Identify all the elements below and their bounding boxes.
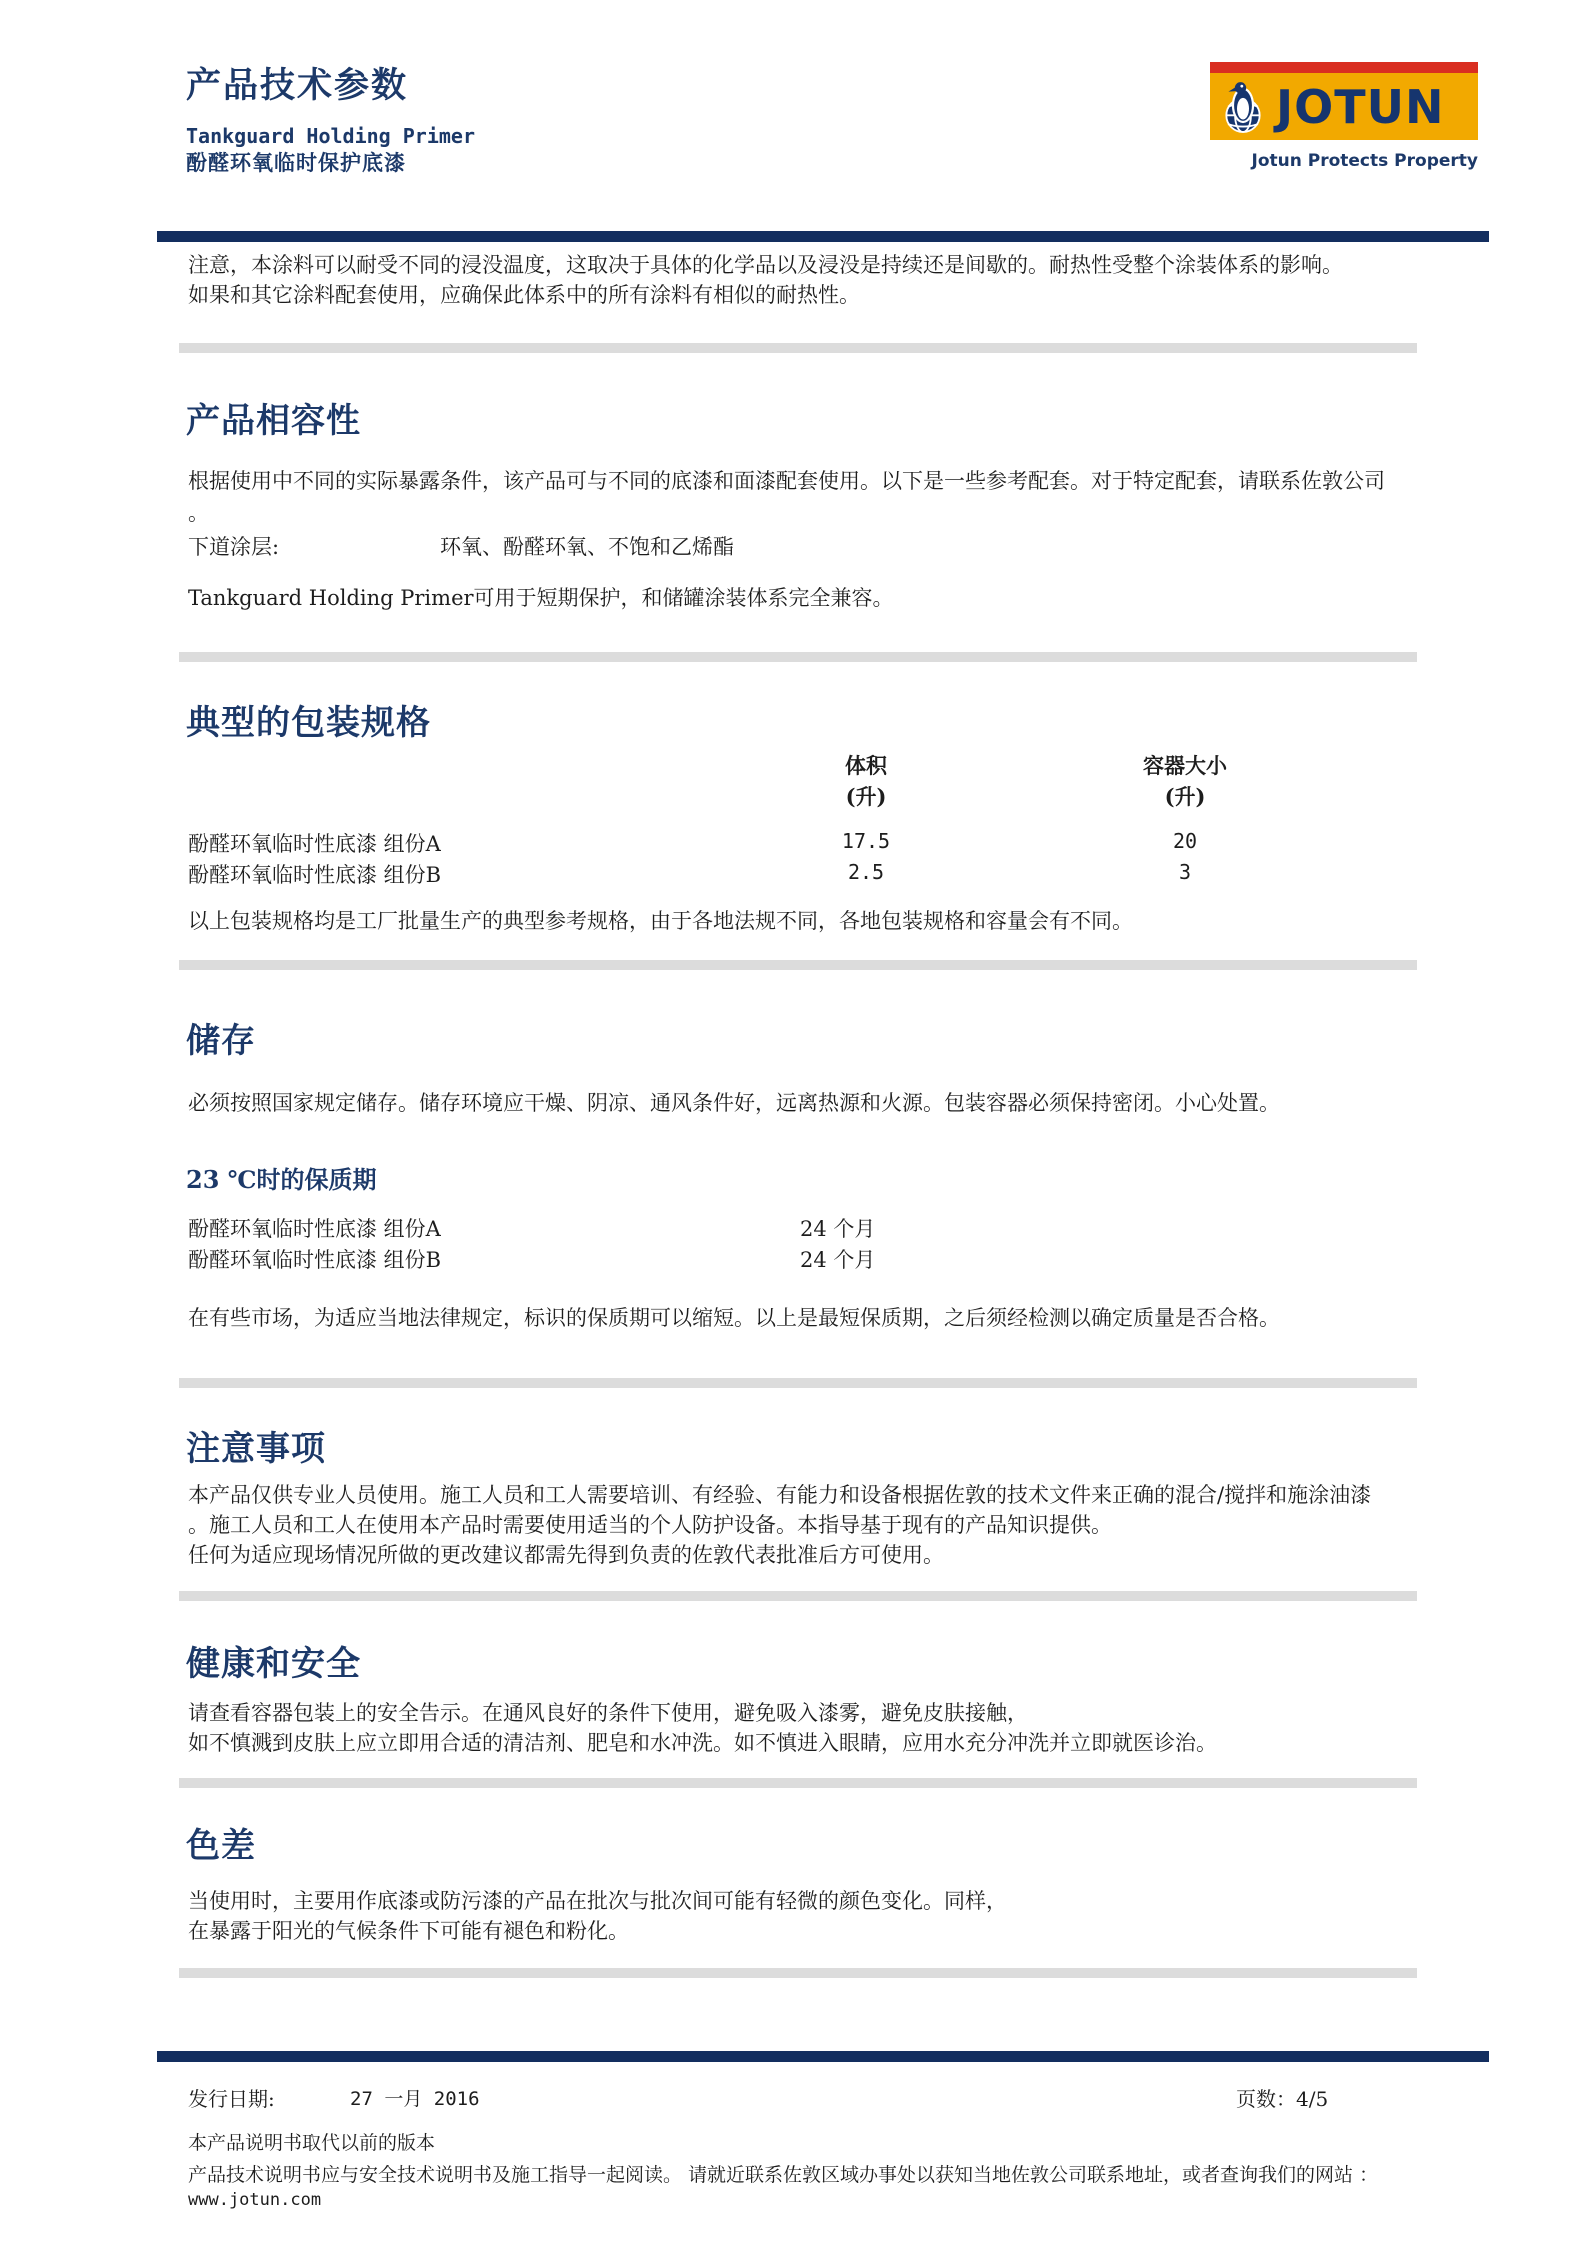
section-divider: [179, 1591, 1417, 1601]
next-coat-label: 下道涂层:: [188, 535, 280, 559]
next-coat-value: 环氧、酚醛环氧、不饱和乙烯酯: [440, 535, 734, 559]
section-divider: [179, 960, 1417, 970]
section-divider: [179, 1968, 1417, 1978]
precautions-line3: 任何为适应现场情况所做的更改建议都需先得到负责的佐敦代表批准后方可使用。: [188, 1543, 944, 1567]
table-row-size: 3: [1178, 860, 1192, 884]
page-number: 页数：4/5: [1236, 2087, 1329, 2111]
section-heading-color-difference: 色差: [186, 1826, 256, 1866]
storage-paragraph: 必须按照国家规定储存。储存环境应干燥、阴凉、通风条件好，远离热源和火源。包装容器必须保持密闭。小心处置。: [188, 1091, 1280, 1115]
packaging-col-volume-unit: (升): [845, 784, 887, 809]
footer-divider-bar: [157, 2051, 1489, 2062]
compatibility-paragraph-line1: 根据使用中不同的实际暴露条件，该产品可与不同的底漆和面漆配套使用。以下是一些参考配套。对于特定配套，请联系佐敦公司: [188, 469, 1385, 493]
color-difference-line2: 在暴露于阳光的气候条件下可能有褪色和粉化。: [188, 1919, 629, 1943]
issue-date-label: 发行日期:: [188, 2087, 275, 2111]
precautions-line2: 。施工人员和工人在使用本产品时需要使用适当的个人防护设备。本指导基于现有的产品知识提供。: [188, 1513, 1112, 1537]
packaging-col-volume-header: 体积: [845, 753, 887, 778]
logo-brand-text: JOTUN: [1276, 79, 1445, 134]
section-divider: [179, 1378, 1417, 1388]
product-name-cn: 酚醛环氧临时保护底漆: [186, 150, 406, 175]
issue-date-value: 27 一月 2016: [350, 2088, 480, 2110]
shelf-life-row-label: 酚醛环氧临时性底漆 组份A: [188, 1217, 441, 1241]
section-divider: [179, 1778, 1417, 1788]
logo-red-strip: [1210, 62, 1478, 73]
table-row-label: 酚醛环氧临时性底漆 组份A: [188, 832, 441, 856]
footer-website: www.jotun.com: [188, 2190, 322, 2210]
storage-note: 在有些市场，为适应当地法律规定，标识的保质期可以缩短。以上是最短保质期，之后须经检测以确定质量是否合格。: [188, 1306, 1280, 1330]
health-safety-line2: 如不慎溅到皮肤上应立即用合适的清洁剂、肥皂和水冲洗。如不慎进入眼睛，应用水充分冲洗并立即就医诊治。: [188, 1731, 1217, 1755]
footer-note-read-with: 产品技术说明书应与安全技术说明书及施工指导一起阅读。 请就近联系佐敦区域办事处以获知当地佐敦公司联系地址，或者查询我们的网站 ：: [188, 2164, 1379, 2186]
logo-yellow-box: [1210, 73, 1478, 140]
table-row-label: 酚醛环氧临时性底漆 组份B: [188, 863, 442, 887]
section-heading-precautions: 注意事项: [186, 1429, 326, 1469]
section-divider: [179, 343, 1417, 353]
compatibility-paragraph-line2: 。: [188, 501, 209, 525]
section-heading-storage: 储存: [186, 1021, 256, 1061]
section-divider: [179, 652, 1417, 662]
product-name-en: Tankguard Holding Primer: [186, 124, 475, 148]
table-row-volume: 17.5: [841, 829, 891, 853]
compatibility-note: Tankguard Holding Primer可用于短期保护，和储罐涂装体系完全兼容。: [188, 586, 894, 610]
section-heading-packaging: 典型的包装规格: [186, 703, 431, 743]
section-heading-health-safety: 健康和安全: [186, 1644, 361, 1684]
table-row-volume: 2.5: [847, 860, 885, 884]
intro-paragraph-line1: 注意，本涂料可以耐受不同的浸没温度，这取决于具体的化学品以及浸没是持续还是间歇的。耐热性受整个涂装体系的影响。: [188, 253, 1343, 277]
header-divider-bar: [157, 231, 1489, 242]
health-safety-line1: 请查看容器包装上的安全告示。在通风良好的条件下使用，避免吸入漆雾，避免皮肤接触，: [188, 1701, 1028, 1725]
jotun-logo: [1210, 62, 1478, 140]
packaging-note: 以上包装规格均是工厂批量生产的典型参考规格，由于各地法规不同，各地包装规格和容量会有不同。: [188, 909, 1133, 933]
color-difference-line1: 当使用时，主要用作底漆或防污漆的产品在批次与批次间可能有轻微的颜色变化。同样，: [188, 1889, 1007, 1913]
packaging-col-size-header: 容器大小: [1143, 753, 1227, 778]
page-title: 产品技术参数: [186, 65, 409, 106]
section-heading-compatibility: 产品相容性: [186, 401, 361, 441]
packaging-col-size-unit: (升): [1164, 784, 1206, 809]
logo-tagline: Jotun Protects Property: [1251, 151, 1478, 171]
intro-paragraph-line2: 如果和其它涂料配套使用，应确保此体系中的所有涂料有相似的耐热性。: [188, 283, 860, 307]
shelf-life-row-value: 24 个月: [800, 1248, 876, 1272]
shelf-life-row-value: 24 个月: [800, 1217, 876, 1241]
shelf-life-heading: 23 ℃时的保质期: [186, 1165, 377, 1194]
table-row-size: 20: [1172, 829, 1198, 853]
precautions-line1: 本产品仅供专业人员使用。施工人员和工人需要培训、有经验、有能力和设备根据佐敦的技术文件来正确的混合/搅拌和施涂油漆: [188, 1483, 1372, 1507]
shelf-life-row-label: 酚醛环氧临时性底漆 组份B: [188, 1248, 442, 1272]
footer-note-supersedes: 本产品说明书取代以前的版本: [188, 2132, 436, 2154]
penguin-globe-icon: [1218, 79, 1268, 135]
